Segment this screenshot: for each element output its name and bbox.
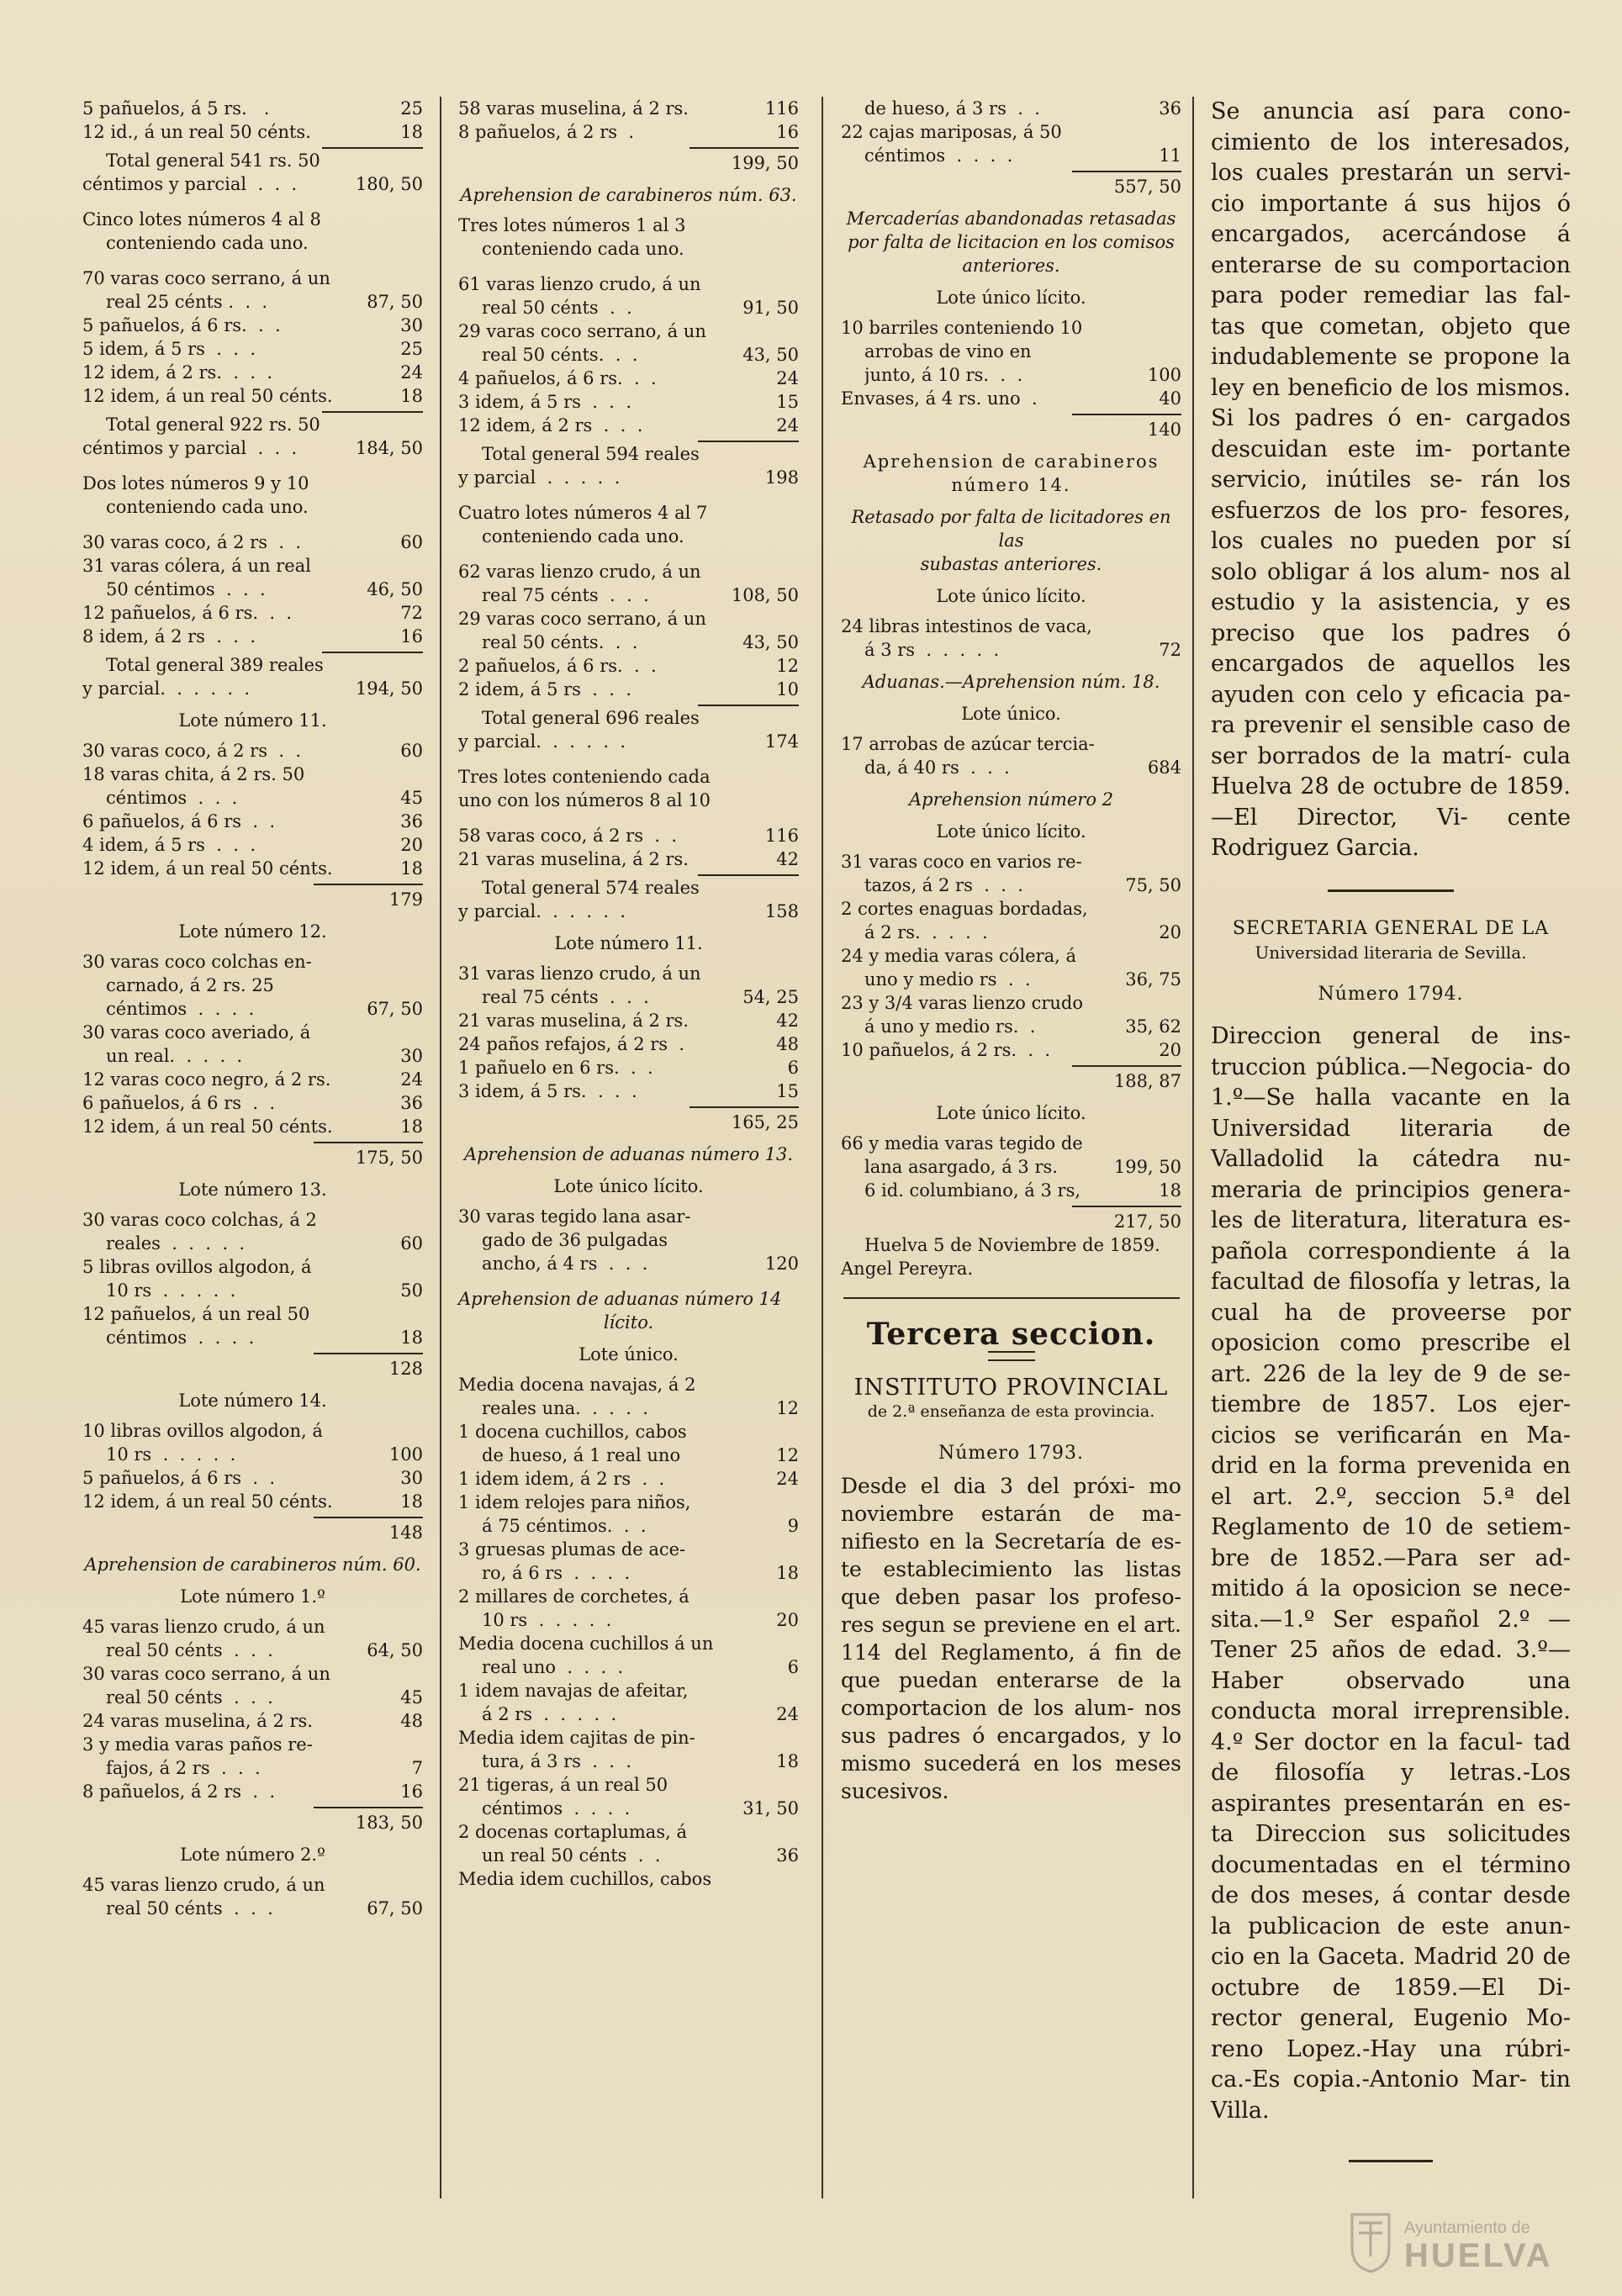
list-item: 10 rs . . . . . 50 bbox=[106, 1280, 423, 1301]
list-item: céntimos . . . . 31, 50 bbox=[482, 1798, 799, 1818]
secretariat-subtitle: Universidad literaria de Sevilla. bbox=[1255, 942, 1527, 963]
list-item: real 50 cénts . . 91, 50 bbox=[482, 298, 799, 318]
section-heading: Aprehension de carabineros núm. 60. bbox=[84, 1554, 421, 1575]
total-label: Total general 389 reales bbox=[106, 655, 324, 675]
list-item: céntimos . . . . 11 bbox=[864, 145, 1181, 166]
list-item: 30 varas coco averiado, á bbox=[82, 1022, 311, 1042]
logo-text-line2: HUELVA bbox=[1404, 2237, 1553, 2274]
column-4 bbox=[1211, 97, 1571, 2188]
list-item: á 75 céntimos. . . 9 bbox=[482, 1516, 799, 1536]
list-item: real 75 cénts . . . 54, 25 bbox=[482, 987, 799, 1007]
total-label: Total general 696 reales bbox=[482, 708, 700, 728]
lot-heading: Lote número 2.º bbox=[180, 1845, 325, 1865]
subtotal: 199, 50 bbox=[458, 147, 799, 175]
list-item: 29 varas coco serrano, á un bbox=[458, 609, 706, 629]
list-item: reales una. . . . . 12 bbox=[482, 1398, 799, 1418]
list-item: á 2 rs. . . . . 20 bbox=[864, 922, 1181, 942]
list-item: 4 pañuelos, á 6 rs. . . 24 bbox=[458, 368, 799, 388]
list-item: 6 pañuelos, á 6 rs . . 36 bbox=[82, 811, 423, 831]
list-item: 3 y media varas paños re- bbox=[82, 1734, 313, 1755]
list-item: reales . . . . . 60 bbox=[106, 1233, 423, 1254]
list-item: 3 gruesas plumas de ace- bbox=[458, 1539, 686, 1560]
lot-heading: Lote número 13. bbox=[178, 1180, 327, 1200]
divider bbox=[1328, 889, 1454, 892]
section-heading: Aprehension número 2 bbox=[909, 789, 1113, 810]
list-item: 30 varas coco colchas, á 2 bbox=[82, 1210, 317, 1230]
list-item: 10 libras ovillos algodon, á bbox=[82, 1421, 323, 1441]
section-title: Tercera seccion. bbox=[866, 1317, 1156, 1352]
list-item: 8 idem, á 2 rs . . . 16 bbox=[82, 626, 423, 647]
list-item: 12 idem, á un real 50 cénts. 18 bbox=[82, 1491, 423, 1512]
list-item: 24 paños refajos, á 2 rs . 48 bbox=[458, 1034, 799, 1054]
subtotal: 188, 87 bbox=[841, 1065, 1181, 1093]
list-item: 61 varas lienzo crudo, á un bbox=[458, 274, 701, 294]
list-item: céntimos . . . . 18 bbox=[106, 1327, 423, 1348]
list-item: 3 idem, á 5 rs . . . 15 bbox=[458, 392, 799, 412]
list-item: céntimos y parcial . . . 184, 50 bbox=[82, 438, 423, 458]
subtotal: 557, 50 bbox=[841, 171, 1181, 198]
lot-heading: uno con los números 8 al 10 bbox=[458, 790, 711, 810]
list-item: Envases, á 4 rs. uno . 40 bbox=[841, 388, 1181, 409]
list-item: 5 idem, á 5 rs . . . 25 bbox=[82, 339, 423, 359]
list-item: 5 libras ovillos algodon, á bbox=[82, 1257, 312, 1277]
list-item: Media idem cuchillos, cabos bbox=[458, 1869, 712, 1889]
list-item: Media docena cuchillos á un bbox=[458, 1634, 714, 1654]
list-item: Media idem cajitas de pin- bbox=[458, 1728, 695, 1748]
list-item: céntimos . . . . 67, 50 bbox=[106, 999, 423, 1019]
list-item: 45 varas lienzo crudo, á un bbox=[82, 1617, 325, 1637]
notice-text: Direccion general de ins- truccion pública.—Negocia- do 1.º—Se halla vacante en la Universidad literaria de Valladolid la cátedra nu- meraria de principios genera- les de literatura, literatura es- pañola correspondiente á la facultad de filosofía y letras, la cual ha de proveerse por oposicion como prescribe el art. 226 de la ley de 9 de se- tiembre de 1857. Los ejer- cicios se verificarán en Ma- drid en la forma prevenida en el art. 2.º, seccion 5.ª del Reglamento de 10 de setiem- bre de 1852.—Para ser ad- mitido á la oposicion se nece- sita.—1.º Ser español 2.º —Tener 25 años de edad. 3.º—Haber observado una conducta moral irreprensible. 4.º Ser doctor en la facul- tad de filosofía y letras.-Los aspirantes presentarán en es- ta Direccion sus solicitudes documentadas en el término de dos meses, á contar desde la publicacion de este anun- cio en la Gaceta. Madrid 20 de octubre de 1859.—El Di- rector general, Eugenio Mo- reno Lopez.-Hay una rúbri- ca.-Es copia.-Antonio Mar- tin Villa. bbox=[1211, 1023, 1571, 2124]
list-item: Media docena navajas, á 2 bbox=[458, 1375, 696, 1395]
list-item: ancho, á 4 rs . . . 120 bbox=[482, 1254, 799, 1274]
list-item: 24 y media varas cólera, á bbox=[841, 946, 1077, 966]
total-label: Total general 594 reales bbox=[482, 444, 700, 464]
list-item: céntimos y parcial . . . 180, 50 bbox=[82, 174, 423, 194]
list-item: arrobas de vino en bbox=[864, 341, 1032, 362]
list-item: 31 varas lienzo crudo, á un bbox=[458, 963, 701, 984]
list-item: real 50 cénts. . . 43, 50 bbox=[482, 632, 799, 652]
list-item: 21 tigeras, á un real 50 bbox=[458, 1775, 668, 1795]
list-item: real uno . . . . 6 bbox=[482, 1657, 799, 1677]
list-item: 6 id. columbiano, á 3 rs, 18 bbox=[864, 1180, 1181, 1201]
lot-heading: Lote número 11. bbox=[554, 933, 703, 953]
notice-number: Número 1793. bbox=[938, 1443, 1085, 1464]
list-item: 29 varas coco serrano, á un bbox=[458, 321, 706, 341]
list-item: uno y medio rs . . 36, 75 bbox=[864, 969, 1181, 990]
logo-text-line1: Ayuntamiento de bbox=[1404, 2219, 1530, 2237]
lot-heading: Lote número 12. bbox=[178, 921, 327, 942]
subtotal: 165, 25 bbox=[458, 1106, 799, 1134]
list-item: 10 pañuelos, á 2 rs. . . 20 bbox=[841, 1040, 1181, 1060]
list-item: 30 varas coco, á 2 rs . . 60 bbox=[82, 532, 423, 552]
lot-heading: conteniendo cada uno. bbox=[106, 497, 309, 517]
list-item: tazos, á 2 rs . . . 75, 50 bbox=[864, 875, 1181, 895]
lot-heading: Lote único lícito. bbox=[553, 1176, 704, 1196]
section-heading: Aprehension de carabineros núm. 63. bbox=[460, 185, 797, 205]
lot-heading: Lote único lícito. bbox=[936, 1103, 1086, 1123]
list-item: céntimos . . . 45 bbox=[106, 788, 423, 808]
list-item: 5 pañuelos, á 5 rs. . 25 bbox=[82, 98, 423, 119]
list-item: 24 varas muselina, á 2 rs. 48 bbox=[82, 1711, 423, 1731]
list-item: junto, á 10 rs. . . 100 bbox=[864, 365, 1181, 385]
lot-heading: Cuatro lotes números 4 al 7 bbox=[458, 503, 708, 523]
list-item: 24 libras intestinos de vaca, bbox=[841, 616, 1092, 636]
list-item: 1 pañuelo en 6 rs. . . 6 bbox=[458, 1058, 799, 1078]
section-heading: Retasado por falta de licitadores en las bbox=[851, 507, 1171, 551]
list-item: 70 varas coco serrano, á un bbox=[82, 268, 330, 288]
list-item: 10 barriles conteniendo 10 bbox=[841, 318, 1083, 338]
section-heading: por falta de licitacion en los comisos bbox=[848, 232, 1175, 252]
crest-icon bbox=[1345, 2209, 1581, 2277]
section-heading: número 14. bbox=[951, 475, 1071, 495]
city-logo bbox=[1345, 2209, 1581, 2277]
total-label: Total general 922 rs. 50 bbox=[106, 414, 320, 435]
list-item: y parcial . . . . . 198 bbox=[458, 467, 799, 488]
lot-heading: Tres lotes números 1 al 3 bbox=[458, 215, 686, 235]
list-item: 30 varas tegido lana asar- bbox=[458, 1206, 691, 1227]
list-item: gado de 36 pulgadas bbox=[482, 1230, 668, 1250]
list-item: 10 rs . . . . . 20 bbox=[482, 1610, 799, 1630]
list-item: á uno y medio rs. . 35, 62 bbox=[864, 1016, 1181, 1037]
column-rule bbox=[440, 97, 441, 2198]
list-item: 12 pañuelos, á 6 rs. . . 72 bbox=[82, 603, 423, 623]
section-heading: Aprehension de carabineros bbox=[863, 451, 1160, 472]
subtotal: 140 bbox=[841, 414, 1181, 441]
list-item: un real 50 cénts . . 36 bbox=[482, 1845, 799, 1866]
list-item: 31 varas cólera, á un real bbox=[82, 556, 311, 576]
list-item: 17 arrobas de azúcar tercia- bbox=[841, 734, 1095, 754]
list-item: 12 idem, á un real 50 cénts. 18 bbox=[82, 1116, 423, 1137]
section-heading: Aprehension de aduanas número 14 bbox=[458, 1289, 782, 1309]
column-2 bbox=[458, 97, 799, 1891]
list-item: 2 idem, á 5 rs . . . 10 bbox=[458, 679, 799, 699]
list-item: á 3 rs . . . . . 72 bbox=[864, 640, 1181, 660]
notice-text: Desde el dia 3 del próxi- mo noviembre estarán de ma- nifiesto en la Secretaría de es- te establecimiento las listas que deben pasar los profeso- res segun se previene en el art. 114 del Reglamento, á fin de que puedan enterarse de la comportacion de los alum- nos sus padres ó encargados, y lo mismo sucederá en los meses sucesivos. bbox=[841, 1474, 1181, 1803]
list-item: real 50 cénts . . . 64, 50 bbox=[106, 1640, 423, 1660]
list-item: real 25 cénts . . . 87, 50 bbox=[106, 292, 423, 312]
institution-subtitle: de 2.ª enseñanza de esta provincia. bbox=[867, 1402, 1155, 1421]
list-item: 18 varas chita, á 2 rs. 50 bbox=[82, 764, 305, 784]
lot-heading: Lote único lícito. bbox=[936, 586, 1086, 606]
list-item: 2 millares de corchetes, á bbox=[458, 1586, 689, 1607]
list-item: lana asargado, á 3 rs. 199, 50 bbox=[864, 1157, 1181, 1177]
list-item: 5 pañuelos, á 6 rs. . . 30 bbox=[82, 315, 423, 335]
secretariat-title: SECRETARIA GENERAL DE LA bbox=[1232, 917, 1550, 939]
lot-heading: Lote único. bbox=[961, 704, 1061, 724]
list-item: 12 idem, á un real 50 cénts. 18 bbox=[82, 386, 423, 406]
list-item: real 50 cénts . . . 67, 50 bbox=[106, 1898, 423, 1919]
list-item: 62 varas lienzo crudo, á un bbox=[458, 562, 701, 582]
list-item: 1 idem navajas de afeitar, bbox=[458, 1681, 689, 1701]
list-item: 23 y 3/4 varas lienzo crudo bbox=[841, 993, 1083, 1013]
list-item: de hueso, á 3 rs . . 36 bbox=[864, 98, 1181, 119]
list-item: 12 idem, á 2 rs . . . 24 bbox=[458, 415, 799, 435]
institution-title: INSTITUTO PROVINCIAL bbox=[853, 1375, 1169, 1401]
notice-number: Número 1794. bbox=[1318, 983, 1464, 1005]
subtotal: 179 bbox=[82, 884, 423, 911]
list-item: 66 y media varas tegido de bbox=[841, 1133, 1083, 1153]
list-item: 2 docenas cortaplumas, á bbox=[458, 1822, 687, 1842]
subtotal: 148 bbox=[82, 1517, 423, 1544]
list-item: 12 varas coco negro, á 2 rs. 24 bbox=[82, 1069, 423, 1090]
lot-heading: Lote número 1.º bbox=[180, 1586, 325, 1607]
list-item: 45 varas lienzo crudo, á un bbox=[82, 1875, 325, 1895]
lot-heading: conteniendo cada uno. bbox=[106, 233, 309, 253]
total-label: Total general 541 rs. 50 bbox=[106, 150, 320, 171]
list-item: 2 pañuelos, á 6 rs. . . 12 bbox=[458, 656, 799, 676]
list-item: real 50 cénts. . . 43, 50 bbox=[482, 345, 799, 365]
list-item: 50 céntimos . . . 46, 50 bbox=[106, 579, 423, 599]
list-item: 2 cortes enaguas bordadas, bbox=[841, 899, 1088, 919]
list-item: real 75 cénts . . . 108, 50 bbox=[482, 585, 799, 605]
list-item: á 2 rs . . . . . 24 bbox=[482, 1704, 799, 1724]
divider bbox=[843, 1297, 1180, 1299]
list-item: y parcial. . . . . . 158 bbox=[458, 901, 799, 921]
total-label: Total general 574 reales bbox=[482, 878, 700, 898]
list-item: 31 varas coco en varios re- bbox=[841, 852, 1082, 872]
section-heading: Mercaderías abandonadas retasadas bbox=[846, 208, 1176, 229]
subtotal: 183, 50 bbox=[82, 1807, 423, 1834]
column-rule bbox=[822, 97, 823, 2198]
list-item: 1 idem relojes para niños, bbox=[458, 1492, 691, 1512]
lot-heading: Lote número 11. bbox=[178, 710, 327, 731]
column-1 bbox=[82, 97, 423, 1920]
list-item: 21 varas muselina, á 2 rs. 42 bbox=[458, 1011, 799, 1031]
subtotal: 175, 50 bbox=[82, 1142, 423, 1169]
list-item: ro, á 6 rs . . . . 18 bbox=[482, 1563, 799, 1583]
signature-date: Huelva 5 de Noviembre de 1859. bbox=[864, 1235, 1160, 1255]
list-item: 30 varas coco colchas en- bbox=[82, 952, 312, 972]
section-heading: lícito. bbox=[603, 1312, 654, 1333]
list-item: 12 id., á un real 50 cénts. 18 bbox=[82, 122, 423, 142]
section-heading: Aprehension de aduanas número 13. bbox=[463, 1144, 794, 1164]
list-item: 1 docena cuchillos, cabos bbox=[458, 1422, 687, 1442]
list-item: 8 pañuelos, á 2 rs . 16 bbox=[458, 122, 799, 142]
list-item: 6 pañuelos, á 6 rs . . 36 bbox=[82, 1093, 423, 1113]
lot-heading: Lote único. bbox=[579, 1344, 679, 1364]
list-item: 21 varas muselina, á 2 rs. 42 bbox=[458, 849, 799, 869]
lot-heading: Tres lotes conteniendo cada bbox=[458, 767, 711, 787]
divider bbox=[1349, 2160, 1433, 2162]
lot-heading: conteniendo cada uno. bbox=[482, 239, 684, 259]
subtotal: 217, 50 bbox=[841, 1206, 1181, 1233]
ornament-icon bbox=[988, 1351, 1035, 1361]
list-item: 12 pañuelos, á un real 50 bbox=[82, 1304, 310, 1324]
list-item: un real. . . . . 30 bbox=[106, 1046, 423, 1066]
lot-heading: conteniendo cada uno. bbox=[482, 526, 684, 546]
list-item: 30 varas coco, á 2 rs . . 60 bbox=[82, 741, 423, 761]
list-item: 58 varas muselina, á 2 rs. 116 bbox=[458, 98, 799, 119]
list-item: fajos, á 2 rs . . . 7 bbox=[106, 1758, 423, 1778]
notice-text: Se anuncia así para cono- cimiento de los interesados, los cuales prestarán un servi- cio importante á sus hijos ó encargados, acercándose á enterarse de su comportacion para poder remediar las fal- tas que cometan, objeto que indudablemente se propone la ley en beneficio de los mismos. Si los padres ó en- cargados descuidan este im- portante servicio, inútiles se- rán los esfuerzos de los pro- fesores, los cuales no pueden por sí solo obligar á los alum- nos al estudio y la asistencia, y es preciso que los padres ó encargados de aquellos les ayuden con celo y eficacia pa- ra prevenir el sensible caso de ser borrados de la matrí- cula Huelva 28 de octubre de 1859.—El Director, Vi- cente Rodriguez Garcia. bbox=[1211, 98, 1571, 861]
list-item: 4 idem, á 5 rs . . . 20 bbox=[82, 835, 423, 855]
list-item: 58 varas coco, á 2 rs . . 116 bbox=[458, 826, 799, 846]
lot-heading: Dos lotes números 9 y 10 bbox=[82, 473, 309, 494]
list-item: 12 idem, á 2 rs. . . . 24 bbox=[82, 362, 423, 383]
list-item: carnado, á 2 rs. 25 bbox=[106, 975, 274, 995]
list-item: 12 idem, á un real 50 cénts. 18 bbox=[82, 858, 423, 879]
list-item: 3 idem, á 5 rs. . . . 15 bbox=[458, 1081, 799, 1101]
column-3 bbox=[841, 97, 1181, 1805]
lot-heading: Cinco lotes números 4 al 8 bbox=[82, 209, 321, 230]
list-item: 30 varas coco serrano, á un bbox=[82, 1664, 330, 1684]
list-item: 1 idem idem, á 2 rs . . 24 bbox=[458, 1469, 799, 1489]
list-item: tura, á 3 rs . . . 18 bbox=[482, 1751, 799, 1771]
signature-name: Angel Pereyra. bbox=[841, 1259, 974, 1279]
list-item: de hueso, á 1 real uno 12 bbox=[482, 1445, 799, 1465]
list-item: 8 pañuelos, á 2 rs . . 16 bbox=[82, 1781, 423, 1802]
column-rule bbox=[1192, 97, 1194, 2198]
list-item: 5 pañuelos, á 6 rs . . 30 bbox=[82, 1468, 423, 1488]
section-heading: anteriores. bbox=[962, 256, 1060, 276]
subtotal: 128 bbox=[82, 1353, 423, 1380]
lot-heading: Lote único lícito. bbox=[936, 288, 1086, 308]
list-item: y parcial. . . . . . 194, 50 bbox=[82, 678, 423, 699]
list-item: da, á 40 rs . . . 684 bbox=[864, 757, 1181, 778]
lot-heading: Lote único lícito. bbox=[936, 821, 1086, 842]
section-heading: Aduanas.—Aprehension núm. 18. bbox=[862, 672, 1160, 692]
list-item: 10 rs . . . . . 100 bbox=[106, 1444, 423, 1465]
list-item: 22 cajas mariposas, á 50 bbox=[841, 122, 1062, 142]
list-item: y parcial. . . . . . 174 bbox=[458, 731, 799, 752]
section-heading: subastas anteriores. bbox=[920, 554, 1102, 574]
lot-heading: Lote número 14. bbox=[178, 1391, 327, 1411]
list-item: real 50 cénts . . . 45 bbox=[106, 1687, 423, 1707]
